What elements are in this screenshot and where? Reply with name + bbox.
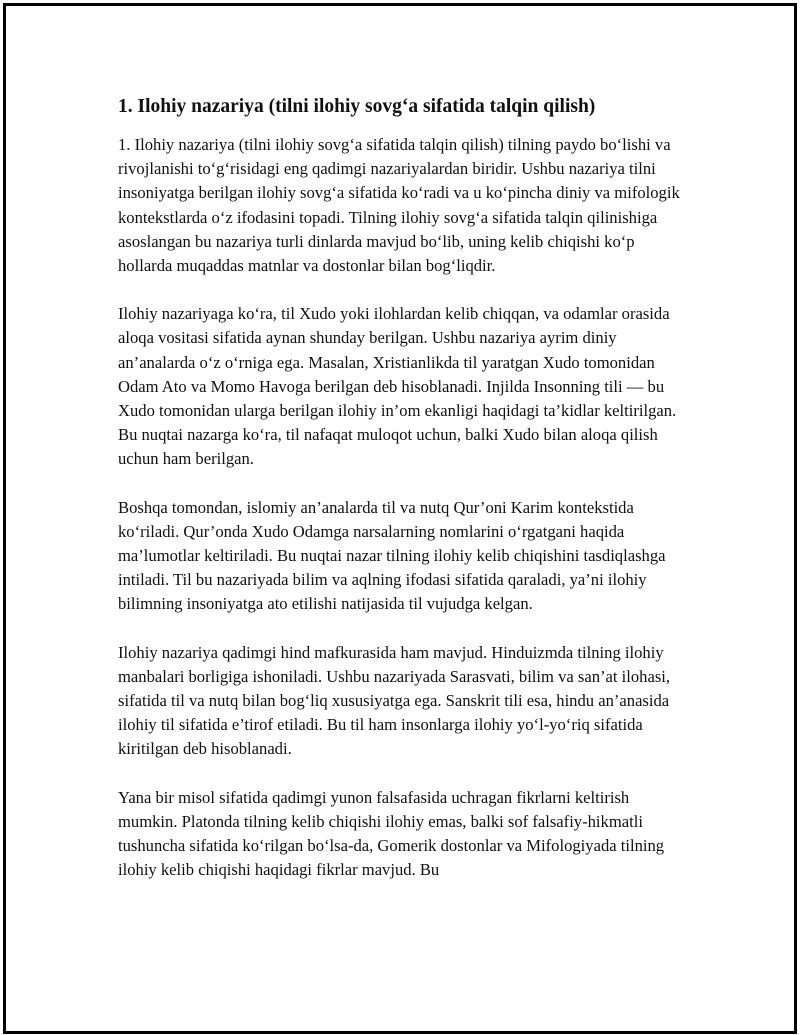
paragraph-1: 1. Ilohiy nazariya (tilni ilohiy sovg‘a sifatida talqin qilish) tilning paydo bo‘lishi va rivojlanishi to‘g‘risidagi eng qadimgi nazariyalardan biridir. Ushbu nazariya tilni insoniyatga berilgan ilohiy sovg‘a sifatida ko‘radi va u ko‘pincha diniy va mifologik kontekstlarda o‘z ifodasini topadi. Tilning ilohiy sovg‘a sifatida talqin qilinishiga asoslangan bu nazariya turli dinlarda mavjud bo‘lib, uning kelib chiqishi ko‘p hollarda muqaddas matnlar va dostonlar bilan bog‘liqdir. bbox=[118, 135, 680, 276]
paragraph-3: Boshqa tomondan, islomiy an’analarda til va nutq Qur’oni Karim kontekstida ko‘riladi. Qur’onda Xudo Odamga narsalarning nomlarini o‘rgatgani haqida ma’lumotlar keltiriladi. Bu nuqtai nazar tilning ilohiy kelib chiqishini tasdiqlashga intiladi. Til bu nazariyada bilim va aqlning ifodasi sifatida qaraladi, ya’ni ilohiy bilimning insoniyatga ato etilishi natijasida til vujudga kelgan. bbox=[118, 497, 666, 614]
paragraph-4: Ilohiy nazariya qadimgi hind mafkurasida ham mavjud. Hinduizmda tilning ilohiy manbalari borligiga ishoniladi. Ushbu nazariyada Sarasvati, bilim va san’at ilohasi, sifatida til va nutq bilan bog‘liq xususiyatga ega. Sanskrit tili esa, hindu an’anasida ilohiy til sifatida e’tirof etiladi. Bu til ham insonlarga ilohiy yo‘l-yo‘riq sifatida kiritilgan deb hisoblanadi. bbox=[118, 642, 671, 759]
paragraph-2: Ilohiy nazariyaga ko‘ra, til Xudo yoki ilohlardan kelib chiqqan, va odamlar orasida aloqa vositasi sifatida aynan shunday berilgan. Ushbu nazariya ayrim diniy an’analarda o‘z o‘rniga ega. Masalan, Xristianlikda til yaratgan Xudo tomonidan Odam Ato va Momo Havoga berilgan deb hisoblanadi. Injilda Insonning tili — bu Xudo tomonidan ularga berilgan ilohiy in’om ekanligi haqidagi ta’kidlar keltirilgan. Bu nuqtai nazarga ko‘ra, til nafaqat muloqot uchun, balki Xudo bilan aloqa qilish uchun ham berilgan. bbox=[118, 304, 677, 469]
section-heading: 1. Ilohiy nazariya (tilni ilohiy sovg‘a sifatida talqin qilish) bbox=[118, 96, 596, 117]
document-body bbox=[118, 94, 688, 906]
paragraph-5: Yana bir misol sifatida qadimgi yunon falsafasida uchragan fikrlarni keltirish mumkin. Platonda tilning kelib chiqishi ilohiy emas, balki sof falsafiy-hikmatli tushuncha sifatida ko‘rilgan bo‘lsa-da, Gomerik dostonlar va Mifologiyada tilning ilohiy kelib chiqishi haqidagi fikrlar mavjud. Bu bbox=[118, 787, 665, 880]
